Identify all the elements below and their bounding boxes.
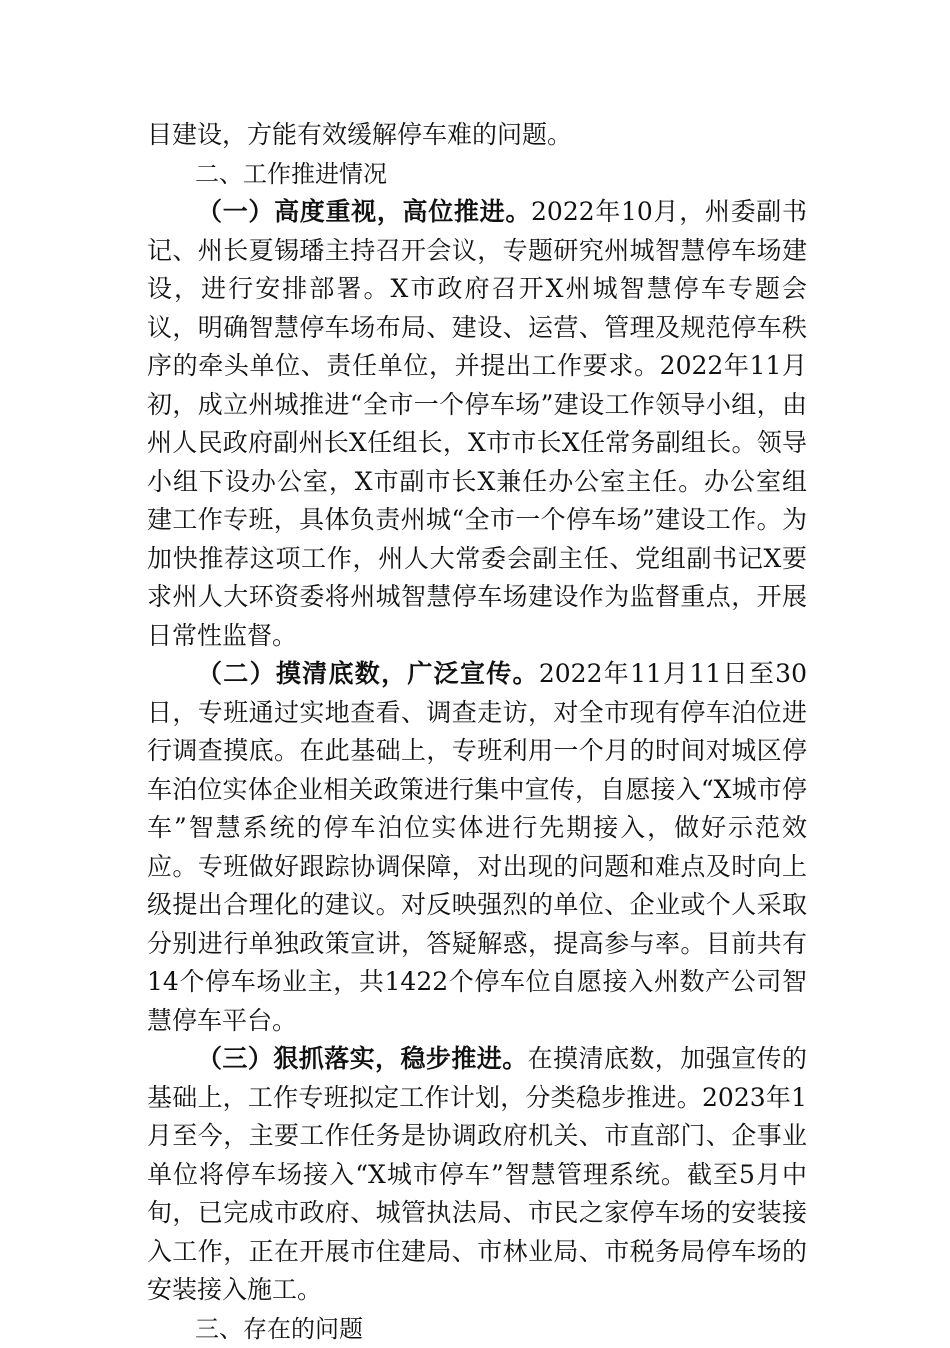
- section-heading-problems: 三、存在的问题: [147, 1310, 807, 1348]
- subsection-body-2: 2022年11月11日至30日，专班通过实地查看、调查走访，对全市现有停车泊位进行调查摸底。在此基础上，专班利用一个月的时间对城区停车泊位实体企业相关政策进行集中宣传，自愿接入“X城市停车”智慧系统的停车泊位实体进行先期接入，做好示范效应。专班做好跟踪协调保障，对出现的问题和难点及时向上级提出合理化的建议。对反映强烈的单位、企业或个人采取分别进行单独政策宣讲，答疑解惑，提高参与率。目前共有14个停车场业主，共1422个停车位自愿接入州数产公司智慧停车平台。: [147, 659, 807, 1035]
- subsection-title-3: （三）狠抓落实，稳步推进。: [197, 1044, 528, 1073]
- subsection-body-3: 在摸清底数，加强宣传的基础上，工作专班拟定工作计划，分类稳步推进。2023年1月至今，主要工作任务是协调政府机关、市直部门、企事业单位将停车场接入“X城市停车”智慧管理系统。截至5月中旬，已完成市政府、城管执法局、市民之家停车场的安装接入工作，正在开展市住建局、市林业局、市税务局停车场的安装接入施工。: [147, 1044, 807, 1304]
- section-heading-work-progress: 二、工作推进情况: [147, 155, 807, 194]
- subsection-body-1: 2022年10月，州委副书记、州长夏锡璠主持召开会议，专题研究州城智慧停车场建设，进行安排部署。X市政府召开X州城智慧停车专题会议，明确智慧停车场布局、建设、运营、管理及规范停车秩序的牵头单位、责任单位，并提出工作要求。2022年11月初，成立州城推进“全市一个停车场”建设工作领导小组，由州人民政府副州长X任组长，X市市长X任常务副组长。领导小组下设办公室，X市副市长X兼任办公室主任。办公室组建工作专班，具体负责州城“全市一个停车场”建设工作。为加快推荐这项工作，州人大常委会副主任、党组副书记X要求州人大环资委将州城智慧停车场建设作为监督重点，开展日常性监督。: [147, 197, 807, 650]
- paragraph-continuation: 目建设，方能有效缓解停车难的问题。: [147, 116, 807, 155]
- document-body: [147, 116, 807, 1348]
- paragraph-implementation: [147, 1040, 807, 1310]
- paragraph-survey-publicity: [147, 655, 807, 1040]
- subsection-title-2: （二）摸清底数，广泛宣传。: [197, 659, 539, 688]
- subsection-title-1: （一）高度重视，高位推进。: [197, 197, 531, 226]
- paragraph-high-priority: [147, 193, 807, 655]
